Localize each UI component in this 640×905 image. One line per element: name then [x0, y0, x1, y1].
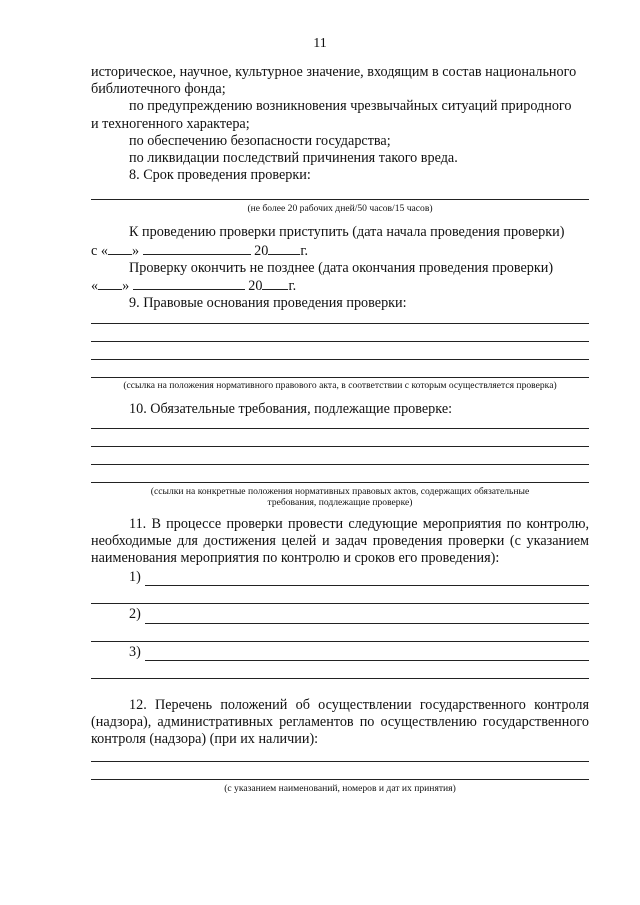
section-9-heading: 9. Правовые основания проведения проверки: [129, 295, 407, 312]
start-date-line [91, 242, 589, 260]
intro-line-6: по ликвидации последствий причинения такого вреда. [129, 150, 458, 167]
document-body [91, 64, 589, 794]
intro-line-3: по предупреждению возникновения чрезвычайных ситуаций природного [129, 98, 572, 115]
section-9-line-2[interactable] [91, 324, 589, 342]
section-11-text: 11. В процессе проверки провести следующие мероприятия по контролю, необходимые для достижения целей и задач проведения проверки (с указанием наименования мероприятия по контролю и сроков его проведения): [91, 515, 589, 567]
item-1-fill[interactable] [145, 573, 589, 586]
end-g: г. [288, 278, 297, 295]
section-9-caption: (ссылка на положения нормативного правового акта, в соответствии с которым осуществляется проверка) [123, 380, 557, 392]
start-g: г. [300, 242, 309, 259]
end-year-blank[interactable] [262, 277, 288, 290]
intro-line-5: по обеспечению безопасности государства; [129, 132, 391, 149]
section-10-line-4[interactable] [91, 465, 589, 483]
section-12-text: 12. Перечень положений об осуществлении государственного контроля (надзора), административных регламентов по осуществлению государственного контроля (надзора) (при их наличии): [91, 696, 589, 748]
end-date-prefix: « [91, 278, 99, 295]
intro-line-1: историческое, научное, культурное значение, входящим в состав национального [91, 64, 577, 80]
intro-line-2: библиотечного фонда; [91, 81, 226, 98]
section-9-line-4[interactable] [91, 360, 589, 378]
section-9-line-3[interactable] [91, 342, 589, 360]
item-3-line[interactable] [91, 644, 589, 661]
item-2-line-2[interactable] [91, 624, 589, 642]
section-10-line-2[interactable] [91, 429, 589, 447]
item-2-line[interactable] [91, 606, 589, 623]
section-12-line-2[interactable] [91, 762, 589, 780]
start-quote-close: » [131, 242, 140, 259]
section-9-line-1[interactable] [91, 312, 589, 324]
item-3-line-2[interactable] [91, 661, 589, 679]
section-10-line-3[interactable] [91, 447, 589, 465]
item-1-line[interactable] [91, 569, 589, 586]
section-10-heading: 10. Обязательные требования, подлежащие проверке: [129, 401, 453, 418]
start-year-blank[interactable] [268, 242, 300, 255]
section-10-caption-1: (ссылки на конкретные положения нормативных правовых актов, содержащих обязательные [150, 485, 530, 497]
item-2-label: 2) [129, 606, 141, 623]
section-8-heading: 8. Срок проведения проверки: [129, 167, 311, 184]
intro-line-4: и техногенного характера; [91, 115, 250, 132]
item-1-label: 1) [129, 569, 141, 586]
start-year-prefix: 20 [254, 242, 269, 259]
end-day-blank[interactable] [98, 277, 122, 290]
item-2-fill[interactable] [145, 611, 589, 624]
section-8-fill-line[interactable] [91, 184, 589, 200]
item-3-fill[interactable] [145, 648, 589, 661]
section-10-line-1[interactable] [91, 419, 589, 429]
section-10-caption-2: требования, подлежащие проверке) [267, 496, 413, 508]
page-number: 11 [313, 36, 327, 51]
end-month-blank[interactable] [133, 277, 245, 290]
start-date-prefix: с « [91, 242, 108, 259]
item-3-label: 3) [129, 643, 141, 660]
item-1-line-2[interactable] [91, 586, 589, 604]
start-date-text: К проведению проверки приступить (дата начала проведения проверки) [129, 224, 565, 241]
end-date-line [91, 277, 589, 295]
start-month-blank[interactable] [143, 242, 251, 255]
section-8-caption: (не более 20 рабочих дней/50 часов/15 часов) [247, 203, 433, 215]
end-date-text: Проверку окончить не позднее (дата окончания проведения проверки) [129, 259, 554, 276]
end-year-prefix: 20 [248, 278, 263, 295]
end-quote-close: » [122, 278, 130, 295]
section-12-line-1[interactable] [91, 748, 589, 762]
section-12-caption: (с указанием наименований, номеров и дат их принятия) [224, 783, 456, 795]
start-day-blank[interactable] [108, 242, 132, 255]
